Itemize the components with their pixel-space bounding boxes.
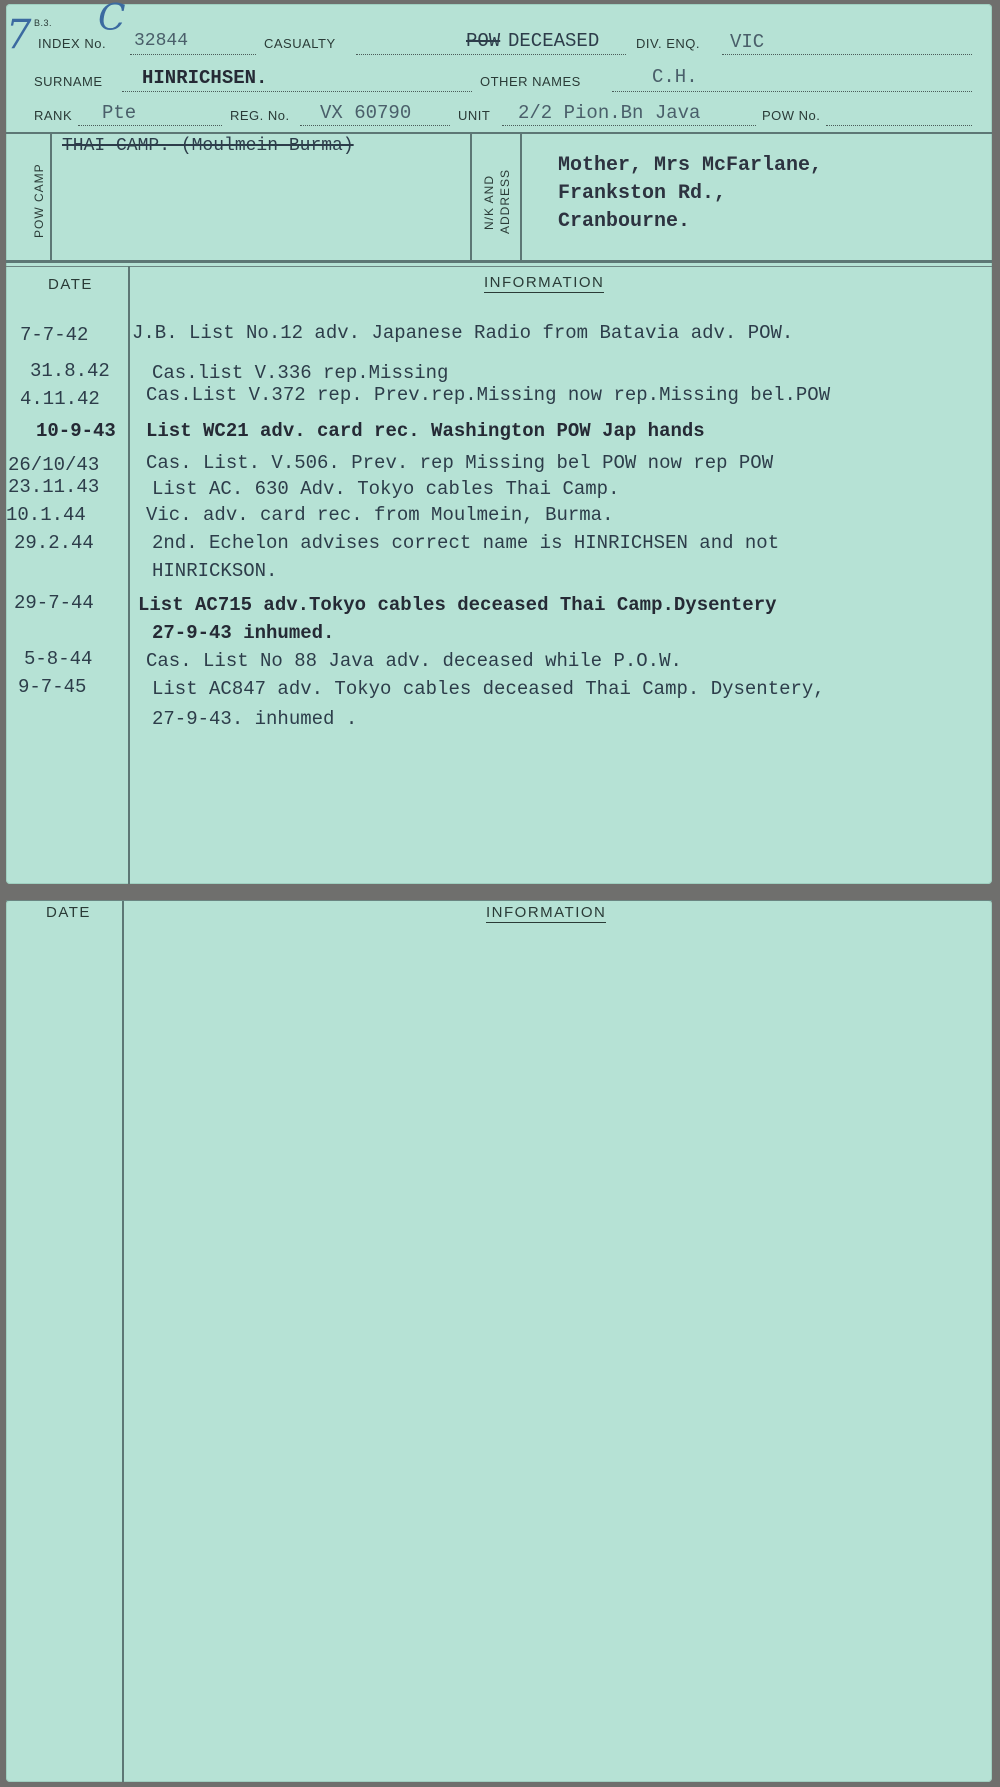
nok-line-1: Mother, Mrs McFarlane, (558, 154, 823, 177)
surname-label: SURNAME (34, 74, 103, 89)
entry-date: 7-7-42 (20, 324, 89, 346)
entry-info: List AC715 adv.Tokyo cables deceased Thai Camp.Dysentery (138, 594, 777, 616)
entry-date: 29.2.44 (14, 532, 94, 554)
entry-info-continued: HINRICKSON. (152, 560, 278, 582)
nok-line-2: Frankston Rd., (558, 182, 727, 205)
entry-date: 10-9-43 (36, 420, 116, 442)
entry-date: 31.8.42 (30, 360, 110, 382)
back-date-header: DATE (46, 904, 91, 921)
casualty-value: DECEASED (508, 30, 600, 52)
record-card-front (6, 0, 992, 884)
information-header: INFORMATION (484, 274, 605, 291)
address-label: ADDRESS (498, 168, 512, 234)
entry-info: List AC. 630 Adv. Tokyo cables Thai Camp. (152, 478, 620, 500)
nok-line-3: Cranbourne. (558, 210, 691, 233)
entry-date: 5-8-44 (24, 648, 93, 670)
entry-date: 10.1.44 (6, 504, 86, 526)
pow-no-label: POW No. (762, 108, 821, 123)
other-names-value: C.H. (652, 66, 698, 88)
index-label: INDEX No. (38, 36, 107, 51)
div-enq-value: VIC (730, 31, 765, 53)
entry-date: 29-7-44 (14, 592, 94, 614)
entry-info-continued: 27-9-43 inhumed. (152, 622, 335, 644)
entry-info: Cas.list V.336 rep.Missing (152, 362, 449, 384)
form-code: B.3. (34, 18, 53, 28)
rank-value: Pte (102, 102, 137, 124)
other-names-label: OTHER NAMES (480, 74, 581, 89)
entry-date: 23.11.43 (8, 476, 100, 498)
entry-info: Cas. List. V.506. Prev. rep Missing bel POW now rep POW (146, 452, 774, 474)
pow-camp-value: THAI CAMP. (Moulmein Burma) (62, 136, 354, 156)
unit-label: UNIT (458, 108, 491, 123)
div-enq-label: DIV. ENQ. (636, 36, 700, 51)
casualty-struck: POW (466, 30, 501, 52)
nok-label: N/K AND (482, 174, 496, 230)
unit-value: 2/2 Pion.Bn Java (518, 102, 701, 124)
entry-info: J.B. List No.12 adv. Japanese Radio from Batavia adv. POW. (132, 322, 794, 344)
entry-info-continued: 27-9-43. inhumed . (152, 708, 358, 730)
reg-no-label: REG. No. (230, 108, 290, 123)
entry-info: Cas. List No 88 Java adv. deceased while P.O.W. (146, 650, 682, 672)
entry-date: 26/10/43 (8, 454, 100, 476)
entry-info: List AC847 adv. Tokyo cables deceased Thai Camp. Dysentery, (152, 678, 825, 700)
back-information-header: INFORMATION (486, 904, 607, 921)
record-card-back (6, 900, 992, 1782)
entry-info: 2nd. Echelon advises correct name is HINRICHSEN and not (152, 532, 780, 554)
entry-info: Vic. adv. card rec. from Moulmein, Burma. (146, 504, 614, 526)
entry-date: 4.11.42 (20, 388, 100, 410)
entry-info: List WC21 adv. card rec. Washington POW Jap hands (146, 420, 705, 442)
pencil-mark-seven: 7 (6, 12, 32, 58)
index-value: 32844 (134, 31, 189, 51)
date-header: DATE (48, 276, 93, 293)
entry-date: 9-7-45 (18, 676, 87, 698)
reg-no-value: VX 60790 (320, 102, 412, 124)
rank-label: RANK (34, 108, 73, 123)
pow-camp-label: POW CAMP (32, 163, 46, 238)
casualty-label: CASUALTY (264, 36, 336, 51)
pencil-mark-c: C (98, 0, 126, 39)
entry-info: Cas.List V.372 rep. Prev.rep.Missing now rep.Missing bel.POW (146, 384, 831, 406)
surname-value: HINRICHSEN. (142, 67, 268, 89)
